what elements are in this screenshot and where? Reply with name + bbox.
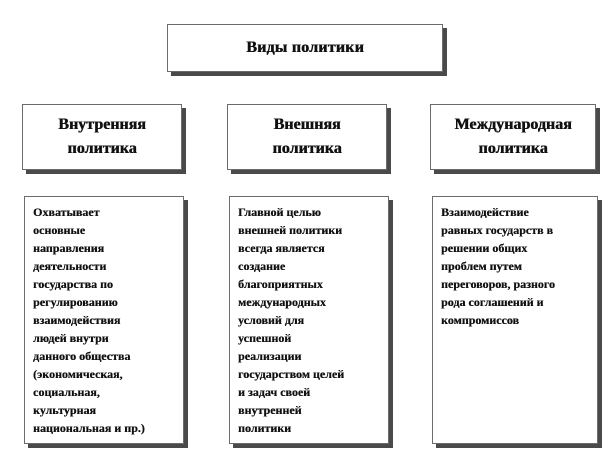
description-box-internal-policy [24, 196, 184, 444]
heading-box-internal-policy [22, 104, 182, 170]
description-international-policy: Взаимодействие равных государств в решении общих проблем путем переговоров, разного рода соглашений и компромиссов [441, 205, 555, 327]
description-foreign-policy: Главной целью внешней политики всегда является создание благоприятных международных условий для успешной реализации государством целей и задач своей внутренней политики [238, 205, 345, 435]
heading-internal-policy: Внутренняя политика [58, 116, 146, 157]
title-box [167, 24, 443, 72]
description-box-foreign-policy [229, 196, 389, 444]
heading-box-foreign-policy [227, 104, 387, 170]
description-internal-policy: Охватывает основные направления деятельности государства по регулированию взаимодействия людей внутри данного общества (экономическая, социальная, культурная национальная и пр.) [33, 205, 145, 435]
heading-box-international-policy [430, 104, 596, 170]
heading-foreign-policy: Внешняя политика [272, 116, 342, 157]
diagram-title: Виды политики [246, 39, 364, 56]
description-box-international-policy [432, 196, 598, 444]
heading-international-policy: Международная политика [454, 116, 572, 157]
